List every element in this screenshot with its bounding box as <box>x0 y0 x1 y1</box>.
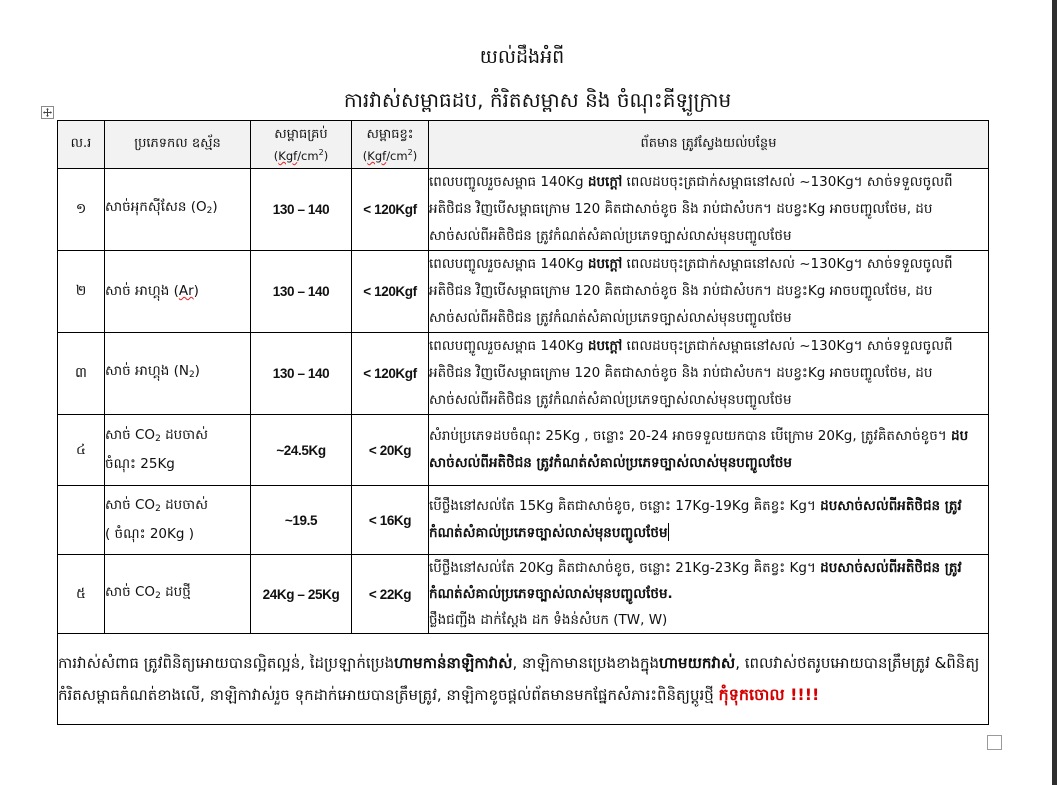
table-header-row <box>58 121 989 169</box>
cell-notes[interactable]: សំរាប់ប្រភេទដបចំណុះ 25Kg , ចន្លោះ 20-24 អាចទទួលយកបាន បើក្រោម 20Kg, ត្រូវគិតសាច់ខូច។ ដបសាច់សល់ពីអតិថិជន ត្រូវកំណត់សំគាល់ប្រភេទច្បាស់លាស់មុនបញ្ចូលថែម <box>429 415 989 486</box>
cell-notes[interactable]: បើថ្លឹងនៅសល់តែ 20Kg គិតជាសាច់ខូច, ចន្លោះ 21Kg-23Kg គិតខ្វះ Kg។ ដបសាច់សល់ពីអតិថិជន ត្រូវកំណត់សំគាល់ប្រភេទច្បាស់លាស់មុនបញ្ចូលថែម. ថ្លឹងជញ្ជីង ដាក់ស្តែង ដក ទំងន់សំបក (TW, W) <box>429 555 989 634</box>
document-title: យល់ដឹងអំពី <box>479 46 565 68</box>
cell-notes[interactable]: ពេលបញ្ចូលរួចសម្ពាធ 140Kg ដបក្ដៅ ពេលដបចុះត្រជាក់សម្ពាធនៅសល់ ~130Kg។ សាច់ទទួលចូលពីអតិថិជន វិញបើសម្ពាធក្រោម 120 គិតជាសាច់ខូច និង រាប់ជាសំបក។ ដបខ្វះKg អាចបញ្ចូលថែម, ដបសាច់សល់ពីអតិថិជន ត្រូវកំណត់សំគាល់ប្រភេទច្បាស់លាស់មុនបញ្ចូលថែម <box>429 251 989 333</box>
header-no[interactable]: ល.រ <box>58 121 105 169</box>
text-cursor <box>668 523 669 541</box>
cell-gas-type[interactable]: សាច់អុកស៊ីសែន (O2) <box>105 169 251 251</box>
table-move-handle[interactable] <box>41 106 54 119</box>
cell-no[interactable]: ២ <box>58 251 105 333</box>
cell-gas-type[interactable]: សាច់ CO2 ដបចាស់ ( ចំណុះ 20Kg ) <box>105 486 251 555</box>
cell-notes[interactable]: ពេលបញ្ចូលរួចសម្ពាធ 140Kg ដបក្ដៅ ពេលដបចុះត្រជាក់សម្ពាធនៅសល់ ~130Kg។ សាច់ទទួលចូលពីអតិថិជន វិញបើសម្ពាធក្រោម 120 គិតជាសាច់ខូច និង រាប់ជាសំបក។ ដបខ្វះKg អាចបញ្ចូលថែម, ដបសាច់សល់ពីអតិថិជន ត្រូវកំណត់សំគាល់ប្រភេទច្បាស់លាស់មុនបញ្ចូលថែម <box>429 333 989 415</box>
warning-text: កុំទុកចោល !!!! <box>718 684 820 704</box>
cell-low-pressure[interactable]: < 120Kgf <box>352 251 429 333</box>
gas-pressure-table <box>57 120 989 725</box>
table-row <box>58 251 989 333</box>
cell-full-pressure[interactable]: 130 – 140 <box>251 169 352 251</box>
unit-label: $(Kgf/cm^2)$ <box>273 148 329 163</box>
cell-low-pressure[interactable]: < 120Kgf <box>352 333 429 415</box>
cell-full-pressure[interactable]: 24Kg – 25Kg <box>251 555 352 634</box>
header-notes[interactable]: ព័តមាន ត្រូវស្វែងយល់បន្ថែម <box>429 121 989 169</box>
cell-no[interactable]: ៥ <box>58 555 105 634</box>
cell-low-pressure[interactable]: < 16Kg <box>352 486 429 555</box>
table-row <box>58 486 989 555</box>
table-row <box>58 555 989 634</box>
header-full-pressure[interactable]: សម្ពាធគ្រប់ $(Kgf/cm^2)$ <box>251 121 352 169</box>
cell-notes[interactable]: បើថ្លឹងនៅសល់តែ 15Kg គិតជាសាច់ខូច, ចន្លោះ 17Kg-19Kg គិតខ្វះ Kg។ ដបសាច់សល់ពីអតិថិជន ត្រូវកំណត់សំគាល់ប្រភេទច្បាស់លាស់មុនបញ្ចូលថែម <box>429 486 989 555</box>
header-gas-type[interactable]: ប្រភេទកល ឧស្ម័ន <box>105 121 251 169</box>
window-edge-scrollbar <box>1052 0 1057 785</box>
table-row <box>58 333 989 415</box>
cell-full-pressure[interactable]: ~19.5 <box>251 486 352 555</box>
cell-low-pressure[interactable]: < 20Kg <box>352 415 429 486</box>
unit-label: $(Kgf/cm^2)$ <box>362 148 418 163</box>
cell-gas-type[interactable]: សាច់ CO2 ដបថ្មី <box>105 555 251 634</box>
cell-low-pressure[interactable]: < 120Kgf <box>352 169 429 251</box>
table-footer-row <box>58 634 989 725</box>
cell-full-pressure[interactable]: 130 – 140 <box>251 251 352 333</box>
cell-no[interactable]: ១ <box>58 169 105 251</box>
header-low-pressure[interactable]: សម្ពាធខ្វះ $(Kgf/cm^2)$ <box>352 121 429 169</box>
cell-low-pressure[interactable]: < 22Kg <box>352 555 429 634</box>
table-resize-handle[interactable] <box>987 735 1002 750</box>
cell-gas-type[interactable]: សាច់ អាហ្គុង (Ar) <box>105 251 251 333</box>
cell-notes[interactable]: ពេលបញ្ចូលរួចសម្ពាធ 140Kg ដបក្ដៅ ពេលដបចុះត្រជាក់សម្ពាធនៅសល់ ~130Kg។ សាច់ទទួលចូលពីអតិថិជន វិញបើសម្ពាធក្រោម 120 គិតជាសាច់ខូច និង រាប់ជាសំបក។ ដបខ្វះKg អាចបញ្ចូលថែម, ដបសាច់សល់ពីអតិថិជន ត្រូវកំណត់សំគាល់ប្រភេទច្បាស់លាស់មុនបញ្ចូលថែម <box>429 169 989 251</box>
footer-instructions[interactable]: ការវាស់សំពាធ ត្រូវពិនិត្យអោយបានល្អិតល្អន់, ដៃប្រឡាក់ប្រេងហាមកាន់នាឡិកាវាស់, នាឡិកាមានប្រេងខាងក្នុងហាមយកវាស់, ពេលវាស់ថតរូបអោយបានត្រឹមត្រូវ &ពិនិត្យកំរិតសម្ពាធកំណត់ខាងលើ, នាឡិកាវាស់រួច ទុកដាក់អោយបានត្រឹមត្រូវ, នាឡិកាខូចផ្តល់ព័តមានមកផ្នែកសំភារះពិនិត្យប្តូរថ្មី កុំទុកចោល !!!! <box>58 634 989 725</box>
table-row <box>58 169 989 251</box>
move-arrows-icon <box>43 108 52 117</box>
cell-no[interactable]: ៤ <box>58 415 105 486</box>
document-subtitle: ការវាស់សម្ពាធដប, កំរិតសម្ពាស និង ចំណុះគីឡូក្រាម <box>343 88 732 112</box>
cell-gas-type[interactable]: សាច់ CO2 ដបចាស់ ចំណុះ 25Kg <box>105 415 251 486</box>
cell-no[interactable] <box>58 486 105 555</box>
cell-full-pressure[interactable]: ~24.5Kg <box>251 415 352 486</box>
cell-full-pressure[interactable]: 130 – 140 <box>251 333 352 415</box>
cell-gas-type[interactable]: សាច់ អាហ្គុង (N2) <box>105 333 251 415</box>
cell-no[interactable]: ៣ <box>58 333 105 415</box>
table-row <box>58 415 989 486</box>
